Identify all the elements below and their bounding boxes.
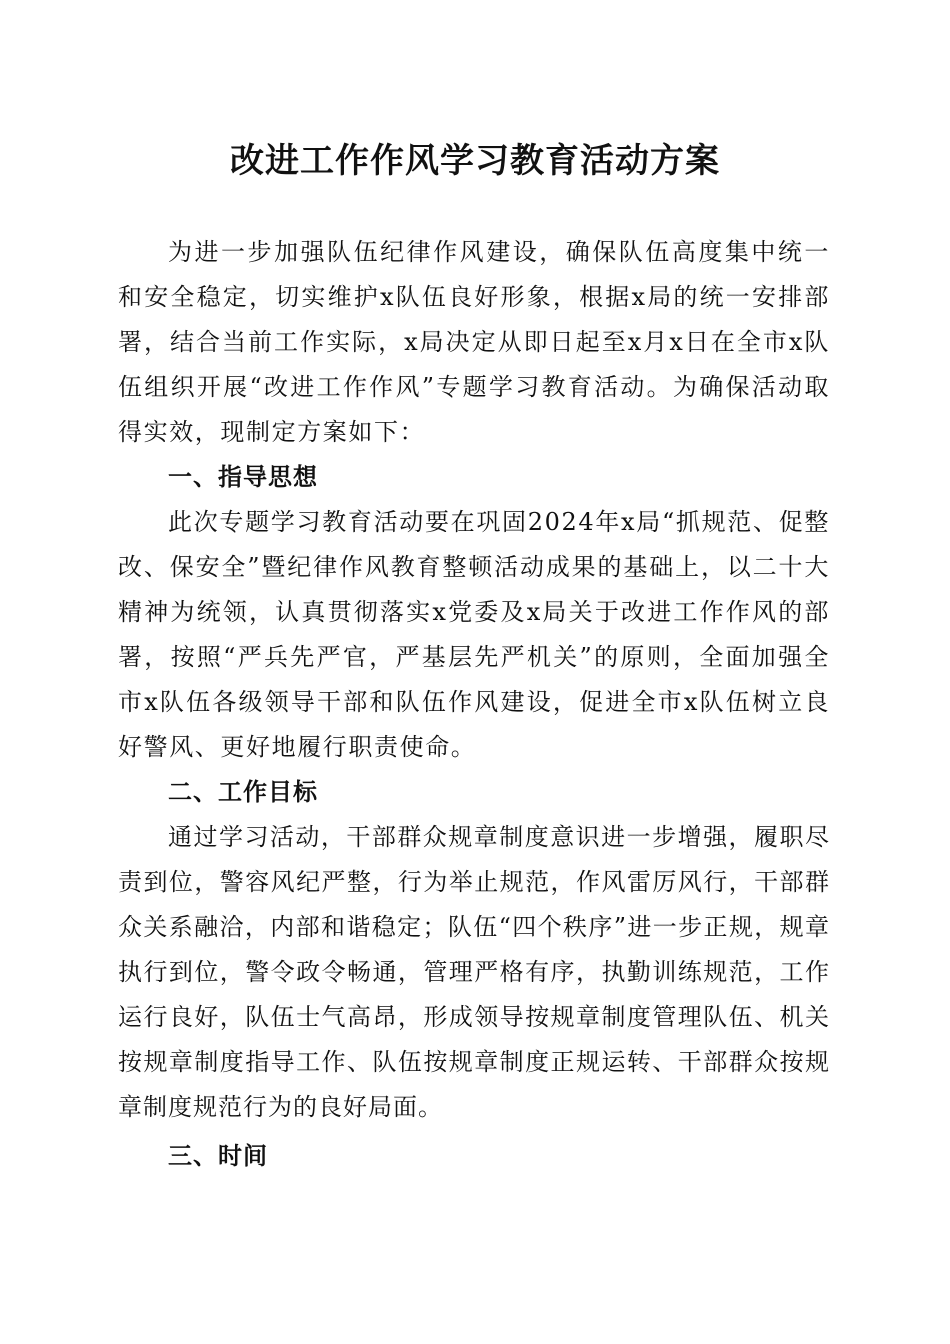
section-heading-time: 三、时间 bbox=[168, 1142, 268, 1170]
section-heading-guiding-ideology: 一、指导思想 bbox=[168, 463, 318, 491]
document-body bbox=[118, 230, 830, 1179]
intro-paragraph: 为进一步加强队伍纪律作风建设，确保队伍高度集中统一和安全稳定，切实维护x队伍良好形象，根据x局的统一安排部署，结合当前工作实际，x局决定从即日起至x月x日在全市x队伍组织开展“改进工作作风”专题学习教育活动。为确保活动取得实效，现制定方案如下： bbox=[118, 238, 830, 446]
guiding-ideology-paragraph: 此次专题学习教育活动要在巩固2024年x局“抓规范、促整改、保安全”暨纪律作风教育整顿活动成果的基础上，以二十大精神为统领，认真贯彻落实x党委及x局关于改进工作作风的部署，按照“严兵先严官，严基层先严机关”的原则，全面加强全市x队伍各级领导干部和队伍作风建设，促进全市x队伍树立良好警风、更好地履行职责使命。 bbox=[118, 508, 830, 761]
work-goals-paragraph: 通过学习活动，干部群众规章制度意识进一步增强，履职尽责到位，警容风纪严整，行为举止规范，作风雷厉风行，干部群众关系融洽，内部和谐稳定；队伍“四个秩序”进一步正规，规章执行到位，警令政令畅通，管理严格有序，执勤训练规范，工作运行良好，队伍士气高昂，形成领导按规章制度管理队伍、机关按规章制度指导工作、队伍按规章制度正规运转、干部群众按规章制度规范行为的良好局面。 bbox=[118, 823, 830, 1121]
document-title: 改进工作作风学习教育活动方案 bbox=[230, 141, 720, 181]
section-heading-work-goals: 二、工作目标 bbox=[168, 778, 318, 806]
